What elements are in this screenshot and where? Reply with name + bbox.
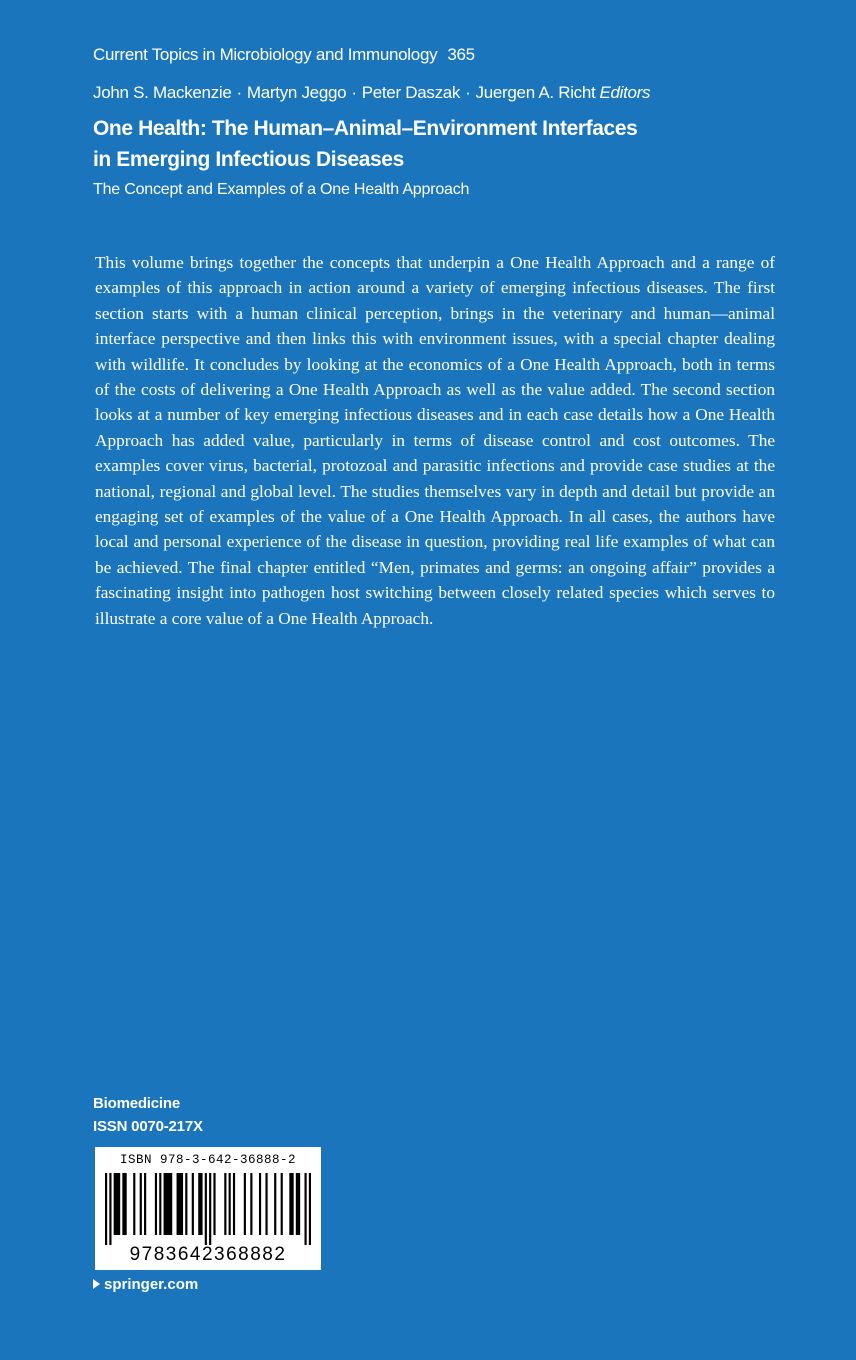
publisher-website bbox=[93, 1276, 198, 1293]
arrow-right-icon bbox=[93, 1279, 100, 1289]
barcode-bar bbox=[289, 1173, 293, 1235]
barcode-bar bbox=[304, 1173, 306, 1245]
editor-name: Martyn Jeggo bbox=[246, 83, 347, 102]
book-title-line-1: One Health: The Human–Animal–Environment Interfaces bbox=[93, 117, 638, 140]
barcode-bar bbox=[159, 1173, 161, 1235]
barcode-bar bbox=[281, 1173, 283, 1235]
barcode-bar bbox=[213, 1173, 215, 1235]
barcode-bar bbox=[209, 1173, 211, 1245]
publisher-website-text: springer.com bbox=[104, 1276, 199, 1293]
barcode-bar bbox=[105, 1173, 107, 1245]
barcode-bar bbox=[109, 1173, 111, 1245]
barcode-bar bbox=[144, 1173, 146, 1235]
isbn-barcode bbox=[95, 1147, 321, 1270]
barcode-bar bbox=[133, 1173, 135, 1235]
barcode-bar bbox=[177, 1173, 184, 1235]
barcode-bar bbox=[198, 1173, 202, 1235]
isbn-label: ISBN 978-3-642-36888-2 bbox=[119, 1153, 297, 1167]
series-name: Current Topics in Microbiology and Immunology bbox=[93, 45, 438, 64]
barcode-bar bbox=[244, 1173, 246, 1235]
editors-role: Editors bbox=[599, 83, 651, 102]
editors-line bbox=[93, 83, 650, 103]
barcode-bar bbox=[185, 1173, 187, 1235]
barcode-bar bbox=[229, 1173, 231, 1235]
editor-name: Juergen A. Richt bbox=[475, 83, 596, 102]
subject-category: Biomedicine bbox=[93, 1095, 180, 1112]
barcode-bars bbox=[105, 1173, 311, 1245]
editor-name: John S. Mackenzie bbox=[93, 83, 232, 102]
editor-separator: · bbox=[351, 83, 357, 102]
issn: ISSN 0070-217X bbox=[93, 1118, 203, 1135]
barcode-bar bbox=[205, 1173, 207, 1245]
editor-separator: · bbox=[236, 83, 242, 102]
barcode-bar bbox=[192, 1173, 194, 1235]
book-title-line-2: in Emerging Infectious Diseases bbox=[93, 148, 404, 171]
barcode-bar bbox=[164, 1173, 173, 1235]
series-line bbox=[93, 45, 475, 65]
barcode-bar bbox=[265, 1173, 267, 1235]
barcode-bar bbox=[114, 1173, 121, 1235]
barcode-bar bbox=[296, 1173, 300, 1235]
barcode-bar bbox=[250, 1173, 252, 1235]
book-subtitle: The Concept and Examples of a One Health Approach bbox=[93, 181, 470, 198]
editor-name: Peter Daszak bbox=[361, 83, 461, 102]
series-volume: 365 bbox=[447, 45, 475, 64]
barcode-bar bbox=[155, 1173, 157, 1235]
barcode-bar bbox=[233, 1173, 235, 1235]
barcode-bar bbox=[224, 1173, 226, 1235]
barcode-bar bbox=[259, 1173, 261, 1235]
barcode-bar bbox=[140, 1173, 142, 1235]
blurb-paragraph: This volume brings together the concepts that underpin a One Health Approach and a range of examples of this approach in action around a variety of emerging infectious diseases. The first section starts with a human clinical perception, brings in the veterinary and human—animal interface perspective and then links this with environment issues, with a special chapter dealing with wildlife. It concludes by looking at the economics of a One Health Approach, both in terms of the costs of delivering a One Health Approach as well as the value added. The second section looks at a number of key emerging infectious diseases and in each case details how a One Health Approach has added value, particularly in terms of disease control and cost outcomes. The examples cover virus, bacterial, protozoal and parasitic infections and provide case studies at the national, regional and global level. The studies themselves vary in depth and detail but provide an engaging set of examples of the value of a One Health Approach. In all cases, the authors have local and personal experience of the disease in question, providing real life examples of what can be achieved. The final chapter entitled “Men, primates and germs: an ongoing affair” provides a fascinating insight into pathogen host switching between closely related species which serves to illustrate a core value of a One Health Approach. bbox=[95, 253, 775, 628]
barcode-bar bbox=[122, 1173, 126, 1235]
editor-separator: · bbox=[465, 83, 471, 102]
barcode-bar bbox=[274, 1173, 276, 1235]
barcode-digits: 9783642368882 bbox=[129, 1244, 287, 1265]
book-title bbox=[93, 113, 637, 175]
barcode-bar bbox=[309, 1173, 311, 1245]
